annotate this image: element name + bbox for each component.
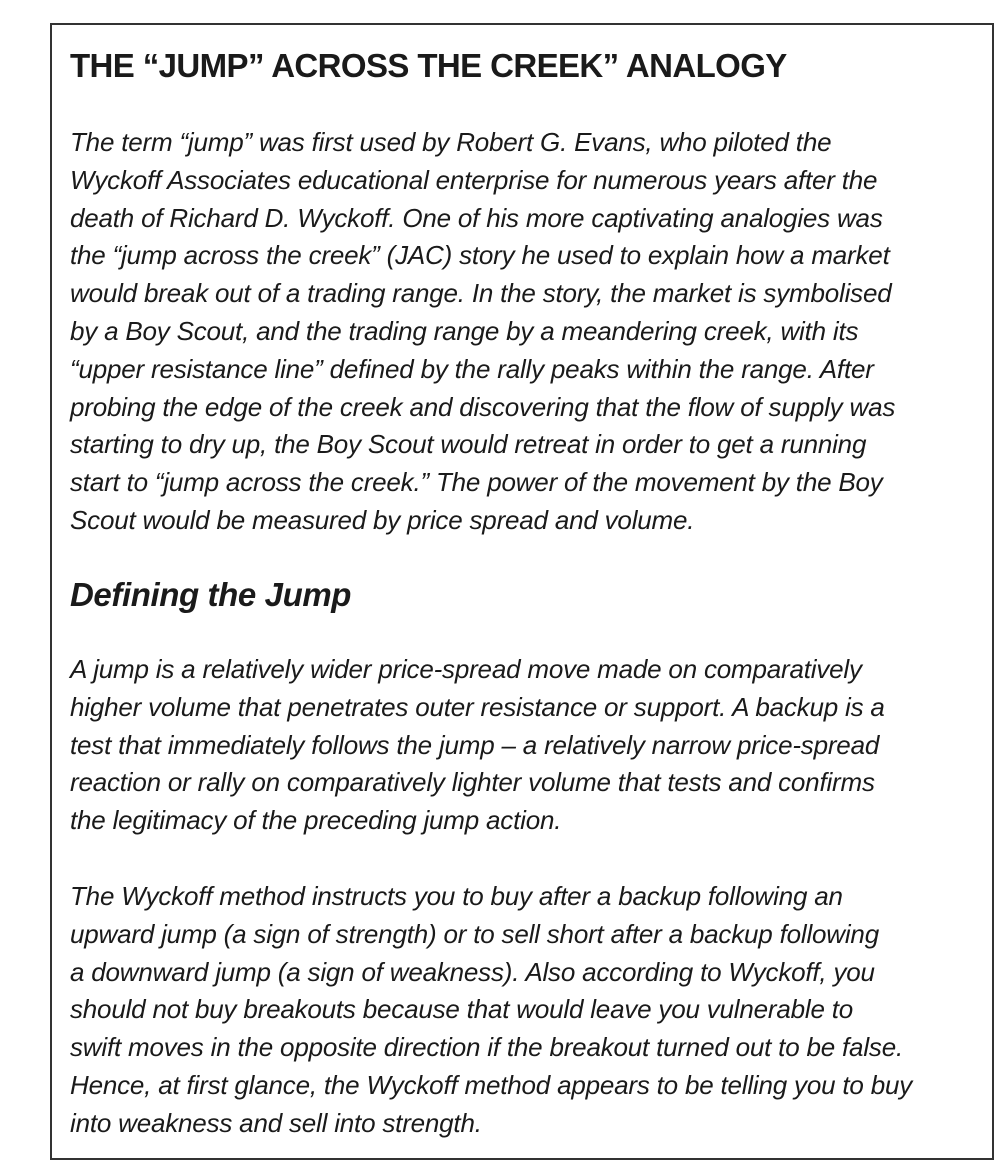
text-line: the legitimacy of the preceding jump action. [70,805,562,836]
text-line: a downward jump (a sign of weakness). Also according to Wyckoff, you [70,956,875,987]
text-line: “upper resistance line” defined by the rally peaks within the range. After [70,353,874,384]
text-line: probing the edge of the creek and discovering that the flow of supply was [70,391,896,422]
text-line: Wyckoff Associates educational enterprise for numerous years after the [70,164,878,195]
text-line: The Wyckoff method instructs you to buy after a backup following an [70,881,843,911]
text-line: Scout would be measured by price spread and volume. [70,504,695,535]
text-line: test that immediately follows the jump – a relatively narrow price-spread [70,729,880,760]
definition-paragraph [70,651,885,840]
text-line: by a Boy Scout, and the trading range by a meandering creek, with its [70,315,859,346]
text-line: would break out of a trading range. In the story, the market is symbolised [70,278,892,309]
text-line: higher volume that penetrates outer resistance or support. A backup is a [70,691,885,722]
text-line: the “jump across the creek” (JAC) story he used to explain how a market [70,240,890,271]
section-heading: Defining the Jump [70,576,352,613]
intro-paragraph [70,124,895,540]
text-line: upward jump (a sign of strength) or to sell short after a backup following [70,918,879,949]
text-line: into weakness and sell into strength. [70,1107,482,1138]
text-line: start to “jump across the creek.” The power of the movement by the Boy [70,467,883,498]
text-line: should not buy breakouts because that would leave you vulnerable to [70,994,854,1025]
method-paragraph [70,878,912,1143]
text-line: starting to dry up, the Boy Scout would retreat in order to get a running [70,429,867,460]
text-line: Hence, at first glance, the Wyckoff method appears to be telling you to buy [70,1069,913,1100]
article-title: THE “JUMP” ACROSS THE CREEK” ANALOGY [70,47,787,84]
text-line: A jump is a relatively wider price-spread move made on comparatively [70,654,862,684]
text-line: swift moves in the opposite direction if the breakout turned out to be false. [70,1032,903,1063]
text-line: reaction or rally on comparatively lighter volume that tests and confirms [70,767,875,798]
text-line: death of Richard D. Wyckoff. One of his more captivating analogies was [70,202,883,233]
text-line: The term “jump” was first used by Robert G. Evans, who piloted the [70,127,832,157]
